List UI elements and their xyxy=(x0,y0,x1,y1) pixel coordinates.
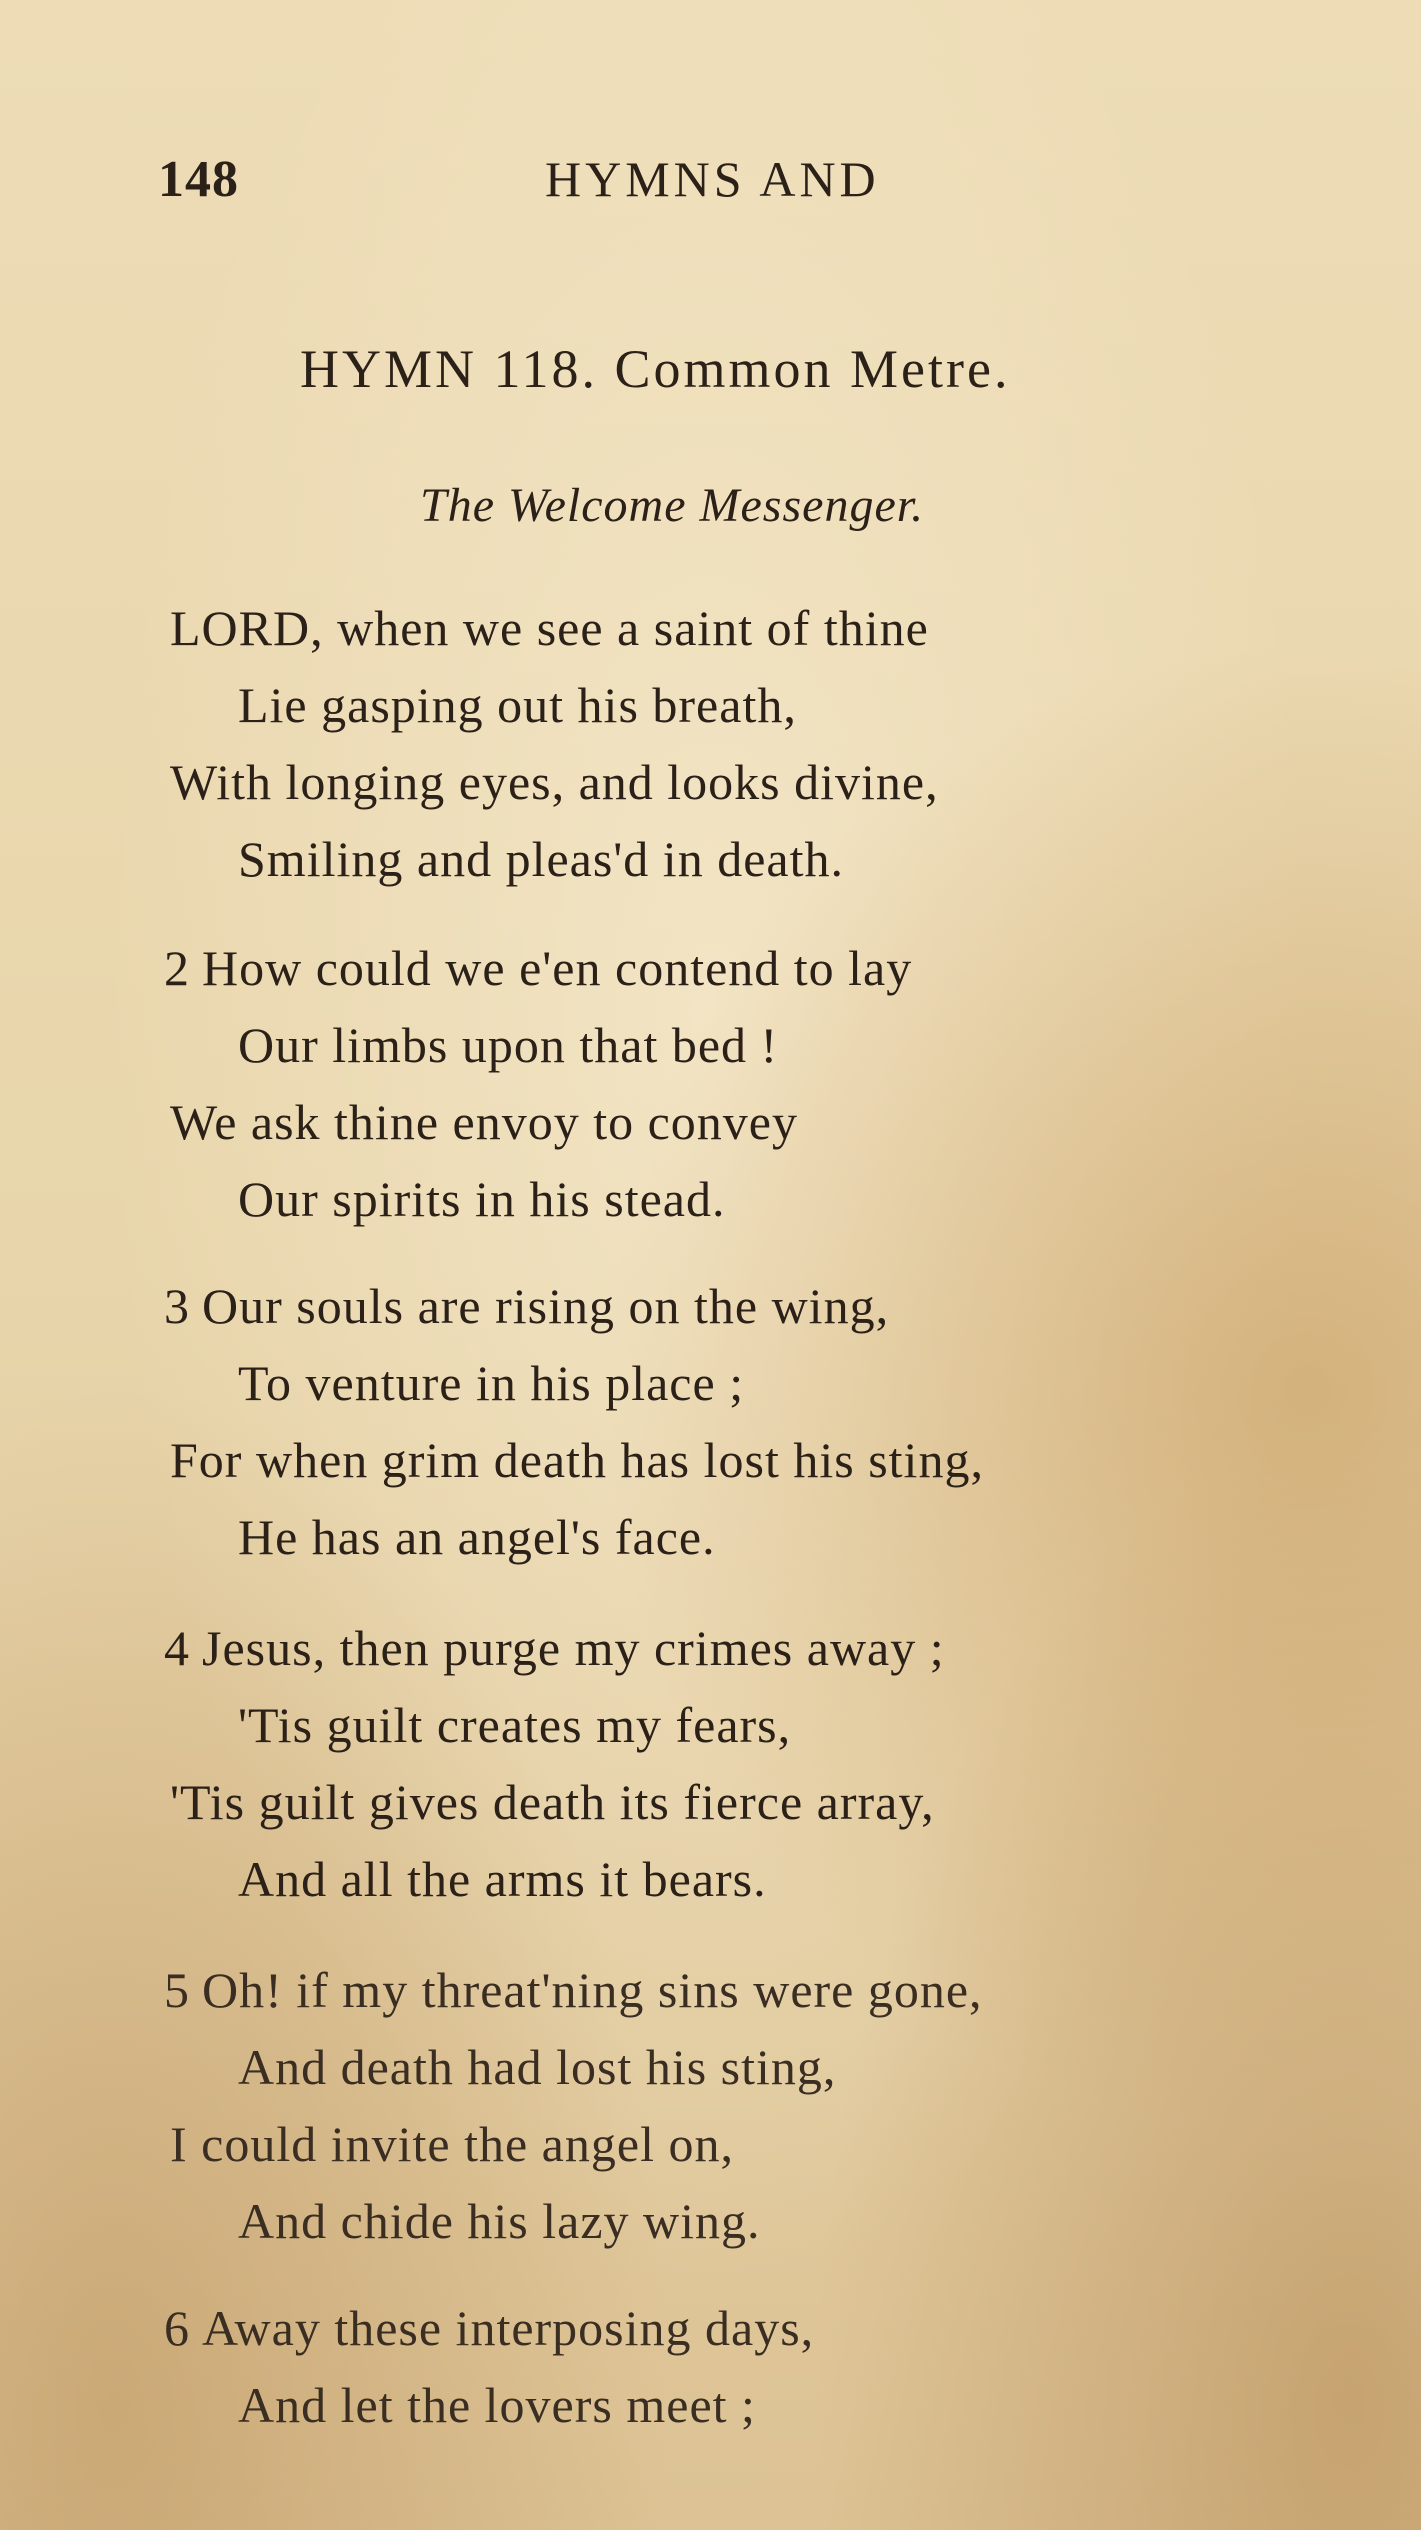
verse-line xyxy=(164,2290,1350,2367)
verse-line: And all the arms it bears. xyxy=(238,1851,767,1907)
verse-text: Jesus, then purge my crimes away ; xyxy=(202,1620,945,1676)
verse-line xyxy=(164,1952,1350,2029)
stanza-2 xyxy=(164,930,1350,1238)
verse-line: Smiling and pleas'd in death. xyxy=(238,831,844,887)
verse-line: And death had lost his sting, xyxy=(238,2039,837,2095)
running-head xyxy=(0,150,1421,210)
verse-line: Lie gasping out his breath, xyxy=(238,677,797,733)
verse-line: 'Tis guilt creates my fears, xyxy=(238,1697,792,1753)
stanza-number: 3 xyxy=(164,1278,190,1334)
stanza-1 xyxy=(170,590,1350,898)
hymn-title: The Welcome Messenger. xyxy=(420,479,925,532)
verse-line xyxy=(164,1610,1350,1687)
verse-line: Our limbs upon that bed ! xyxy=(238,1017,779,1073)
verse-line: And chide his lazy wing. xyxy=(238,2193,761,2249)
stanza-5 xyxy=(164,1952,1350,2260)
verse-line: For when grim death has lost his sting, xyxy=(170,1432,984,1488)
verse-line xyxy=(164,930,1350,1007)
stanza-6 xyxy=(164,2290,1350,2444)
stanza-number: 4 xyxy=(164,1620,190,1676)
verse-line: He has an angel's face. xyxy=(238,1509,716,1565)
verse-line: LORD, when we see a saint of thine xyxy=(170,600,929,656)
hymn-heading: HYMN 118. Common Metre. xyxy=(300,339,1011,399)
verse-line: We ask thine envoy to convey xyxy=(170,1094,798,1150)
verse-text: Away these interposing days, xyxy=(202,2300,815,2356)
verse-line: I could invite the angel on, xyxy=(170,2116,734,2172)
stanza-4 xyxy=(164,1610,1350,1918)
stanza-number: 6 xyxy=(164,2300,190,2356)
running-title: HYMNS AND xyxy=(545,151,880,207)
verse-line: Our spirits in his stead. xyxy=(238,1171,726,1227)
verse-text: Our souls are rising on the wing, xyxy=(202,1278,890,1334)
verse-text: Oh! if my threat'ning sins were gone, xyxy=(202,1962,983,2018)
verse-line: With longing eyes, and looks divine, xyxy=(170,754,939,810)
verse-line: And let the lovers meet ; xyxy=(238,2377,756,2433)
stanza-number: 2 xyxy=(164,940,190,996)
verse-line xyxy=(164,1268,1350,1345)
verse-line: 'Tis guilt gives death its fierce array, xyxy=(170,1774,935,1830)
stanza-number: 5 xyxy=(164,1962,190,2018)
verse-line: To venture in his place ; xyxy=(238,1355,745,1411)
page-number: 148 xyxy=(158,151,239,208)
stanza-3 xyxy=(164,1268,1350,1576)
verse-text: How could we e'en contend to lay xyxy=(202,940,913,996)
